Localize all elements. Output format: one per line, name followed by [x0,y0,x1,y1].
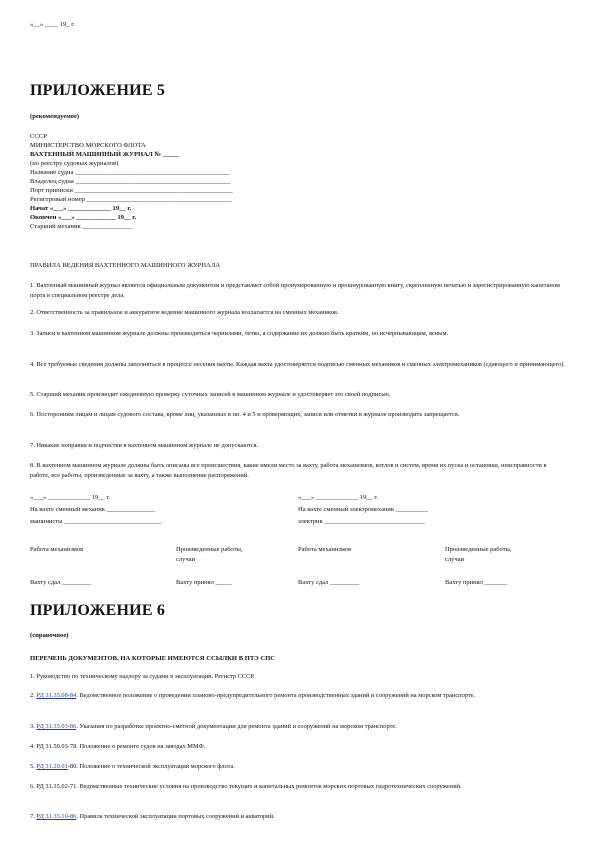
rule-item: 3. Записи в вахтенном машинном журнале должны производиться чернилами, четко, а содержание их должно быть кратким, но исчерпывающим, ясным. [30,330,449,337]
rule-item: 6. Посторонним лицам и лицам судового состава, кроме лиц, указанных в пп. 4 и 5 и проверяющих, записи или отметки в журнале производить запрещается. [30,411,460,418]
form-col-works-cases: случаи [445,556,465,563]
cover-line: Название судна _______________________________________________ [30,169,231,176]
document-item-number: 6. [30,783,37,790]
document-item [30,691,565,701]
document-item-number: 2. [30,692,37,699]
cover-line: Порт приписки ________________________________________________ [30,187,233,194]
document-item [30,672,565,682]
form-watch-handed: Вахту сдал _________ [298,579,360,586]
document-item [30,742,565,752]
documents-list-title: ПЕРЕЧЕНЬ ДОКУМЕНТОВ, НА КОТОРЫЕ ИМЕЮТСЯ ССЫЛКИ В ПТЭ СПС [30,655,276,662]
form-mechanic-line: На вахте сменный механик _______________ [30,506,156,513]
document-item [30,762,565,772]
form-date: «___» _____________ 19__ г. [298,494,378,501]
rule-item: 4. Все требуемые сведения должны заполняться в процессе несения вахты. Каждая вахта удостоверяется подписью сменных механиков и сменных электромехаников (сдающего и принимающего). [30,361,565,368]
form-machinists-line: машинисты ______________________________ [30,518,162,525]
document-item-number: 4. [30,743,37,750]
cover-line: МИНИСТЕРСТВО МОРСКОГО ФЛОТА [30,142,146,149]
document-item-text: РД 31.35.02-71. Ведомственные технические условия на производство текущих и капитальных ремонтов морских портовых гидротехнических сооружений. [36,783,462,790]
cover-line: Старший механик _______________ [30,223,132,230]
form-watch-taken: Вахту принял _____ [176,579,232,586]
appendix-6-subtitle: (справочное) [30,632,69,639]
rules-title: ПРАВИЛА ВЕДЕНИЯ ВАХТЕННОГО МАШИННОГО ЖУРНАЛА [30,262,221,269]
document-item-text: . Указания по разработке проектно-сметной документации для ремонта зданий и сооружений на морском транспорте. [76,723,397,730]
cover-line: Регистровый номер ____________________________________________ [30,196,232,203]
document-item-text: . Ведомственное положение о проведении планово-предупредительного ремонта производственных зданий и сооружений на морском транспорте. [76,692,476,699]
rule-item: 5. Старший механик производит ежедневную проверку суточных записей в машинном журнале и удостоверяет это своей подписью. [30,391,391,398]
appendix-5-subtitle: (рекомендуемое) [30,113,80,120]
document-item [30,812,565,822]
document-item-number: 3. [30,723,37,730]
form-watch-taken: Вахту принял _______ [445,579,508,586]
document-item-number: 1. [30,673,37,680]
top-date: «__» ____ 19_ г. [30,21,75,28]
appendix-6-title: ПРИЛОЖЕНИЕ 6 [30,602,166,619]
document-item-number: 5. [30,763,37,770]
document-link[interactable]: РД 31.35.03-86 [36,723,77,730]
document-item [30,782,565,792]
form-col-works: Произведенные работы, [445,546,512,553]
appendix-5-title: ПРИЛОЖЕНИЕ 5 [30,82,166,99]
rule-item: 8. В вахтенном машинном журнале должны быть описаны все происшествия, какие имели место за вахту, работа механизмов, котлов и систем, время их пуска и остановки, неисправности в работе, все работы, произведенные за вахту, а также выполнение распоряжений. [30,462,547,479]
form-col-mechanisms: Работа механизмов [298,546,352,553]
rule-item: 2. Ответственность за правильное и аккуратное ведение машинного журнала возлагается на сменных механиков. [30,309,339,316]
document-item-text: Руководство по техническому надзору за судами в эксплуатации. Регистр СССР. [36,673,255,680]
form-electromechanic-line: На вахте сменный электромеханик __________ [298,506,429,513]
cover-line: Начат «___» _____________ 19__ г. [30,205,132,212]
document-item [30,722,565,732]
document-link[interactable]: РД 31.20.01 [36,763,68,770]
cover-line: Владелец судна _______________________________________________ [30,178,231,185]
document-link[interactable]: РД 31.35.10-86 [36,813,77,820]
form-col-works: Произведенные работы, [176,546,243,553]
cover-line: Окончен «___» ____________ 19__ г. [30,214,137,221]
rule-item: 1. Вахтенный машинный журнал является официальным документом и представляет собой пронумерованную и прошнурованную книгу, скрепленную печатью и зарегистрированную капитаном порта в специальном реестре дела. [30,282,560,299]
cover-line: ВАХТЕННЫЙ МАШИННЫЙ ЖУРНАЛ № _____ [30,151,180,158]
document-item-text: -80. Положение о технической эксплуатации морского флота. [67,763,235,770]
form-col-works-cases: случаи [176,556,196,563]
form-watch-handed: Вахту сдал _________ [30,579,92,586]
document-item-text: РД 31.50.03-78. Положение о ремонте судов на заводах ММФ. [36,743,206,750]
rule-item: 7. Никакие поправки и подчистки в вахтенном машинном журнале не допускаются. [30,442,259,449]
form-electrician-line: электрик _______________________________ [298,518,426,525]
document-item-number: 7. [30,813,37,820]
document-link[interactable]: РД 31.35.08-84 [36,692,77,699]
form-date: «___» _____________ 19__ г. [30,494,110,501]
cover-line: СССР [30,133,47,140]
document-item-text: . Правила технической эксплуатации портовых сооружений и акваторий. [76,813,275,820]
cover-line: (по реестру судовых журналов) [30,160,119,167]
form-col-mechanisms: Работа механизмов [30,546,84,553]
